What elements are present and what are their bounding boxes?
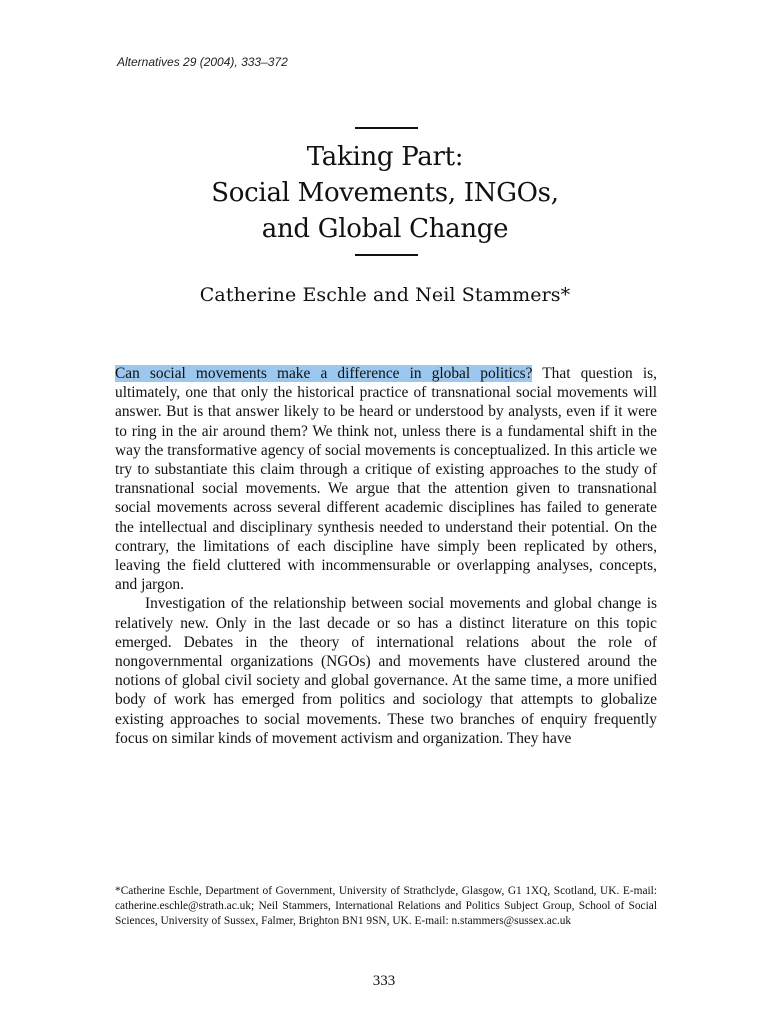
title-rule-top [355, 127, 418, 129]
title-line-3: and Global Change [261, 214, 509, 244]
title-rule-bottom [355, 254, 418, 256]
author-affiliation-footnote: *Catherine Eschle, Department of Government, University of Strathclyde, Glasgow, G1 1XQ, Scotland, UK. E-mail: catherine.eschle@strath.ac.uk; Neil Stammers, International Relations and Politics Subject Group, School of Social Sciences, University of Sussex, Falmer, Brighton BN1 9SN, UK. E-mail: n.stammers@sussex.ac.uk [115, 885, 657, 927]
title-line-2: Social Movements, INGOs, [211, 178, 559, 208]
highlighted-text-selection[interactable]: Can social movements make a difference in global politics? [115, 365, 533, 382]
paragraph-2: Investigation of the relationship between social movements and global change is relatively new. Only in the last decade or so has a distinct literature on this topic emerged. Debates in the theory of international relations about the role of nongovernmental organizations (NGOs) and movements have clustered around the notions of global civil society and global governance. At the same time, a more unified body of work has emerged from politics and sociology that attempts to globalize existing approaches to social movements. These two branches of enquiry frequently focus on similar kinds of movement activism and organization. They have [115, 595, 657, 747]
article-body [115, 364, 657, 748]
authors-line: Catherine Eschle and Neil Stammers* [199, 284, 571, 306]
paragraph-1-text: That question is, ultimately, one that only the historical practice of transnational social movements will answer. But is that answer likely to be heard or understood by analysts, even if it were to ring in the air around them? We think not, unless there is a fundamental shift in the way the transformative agency of social movements is conceptualized. In this article we try to substantiate this claim through a critique of existing approaches to the study of transnational social movements. We argue that the attention given to transnational social movements across several different academic disciplines has failed to generate the intellectual and disciplinary synthesis needed to understand their potential. On the contrary, the limitations of each discipline have simply been replicated by others, leaving the field cluttered with incommensurable or overlapping analyses, concepts, and jargon. [115, 365, 657, 594]
paragraph-1 [115, 364, 657, 594]
title-line-1: Taking Part: [306, 142, 464, 172]
article-title [150, 139, 620, 247]
page-number: 333 [372, 973, 396, 989]
running-head: Alternatives 29 (2004), 333–372 [117, 55, 288, 69]
